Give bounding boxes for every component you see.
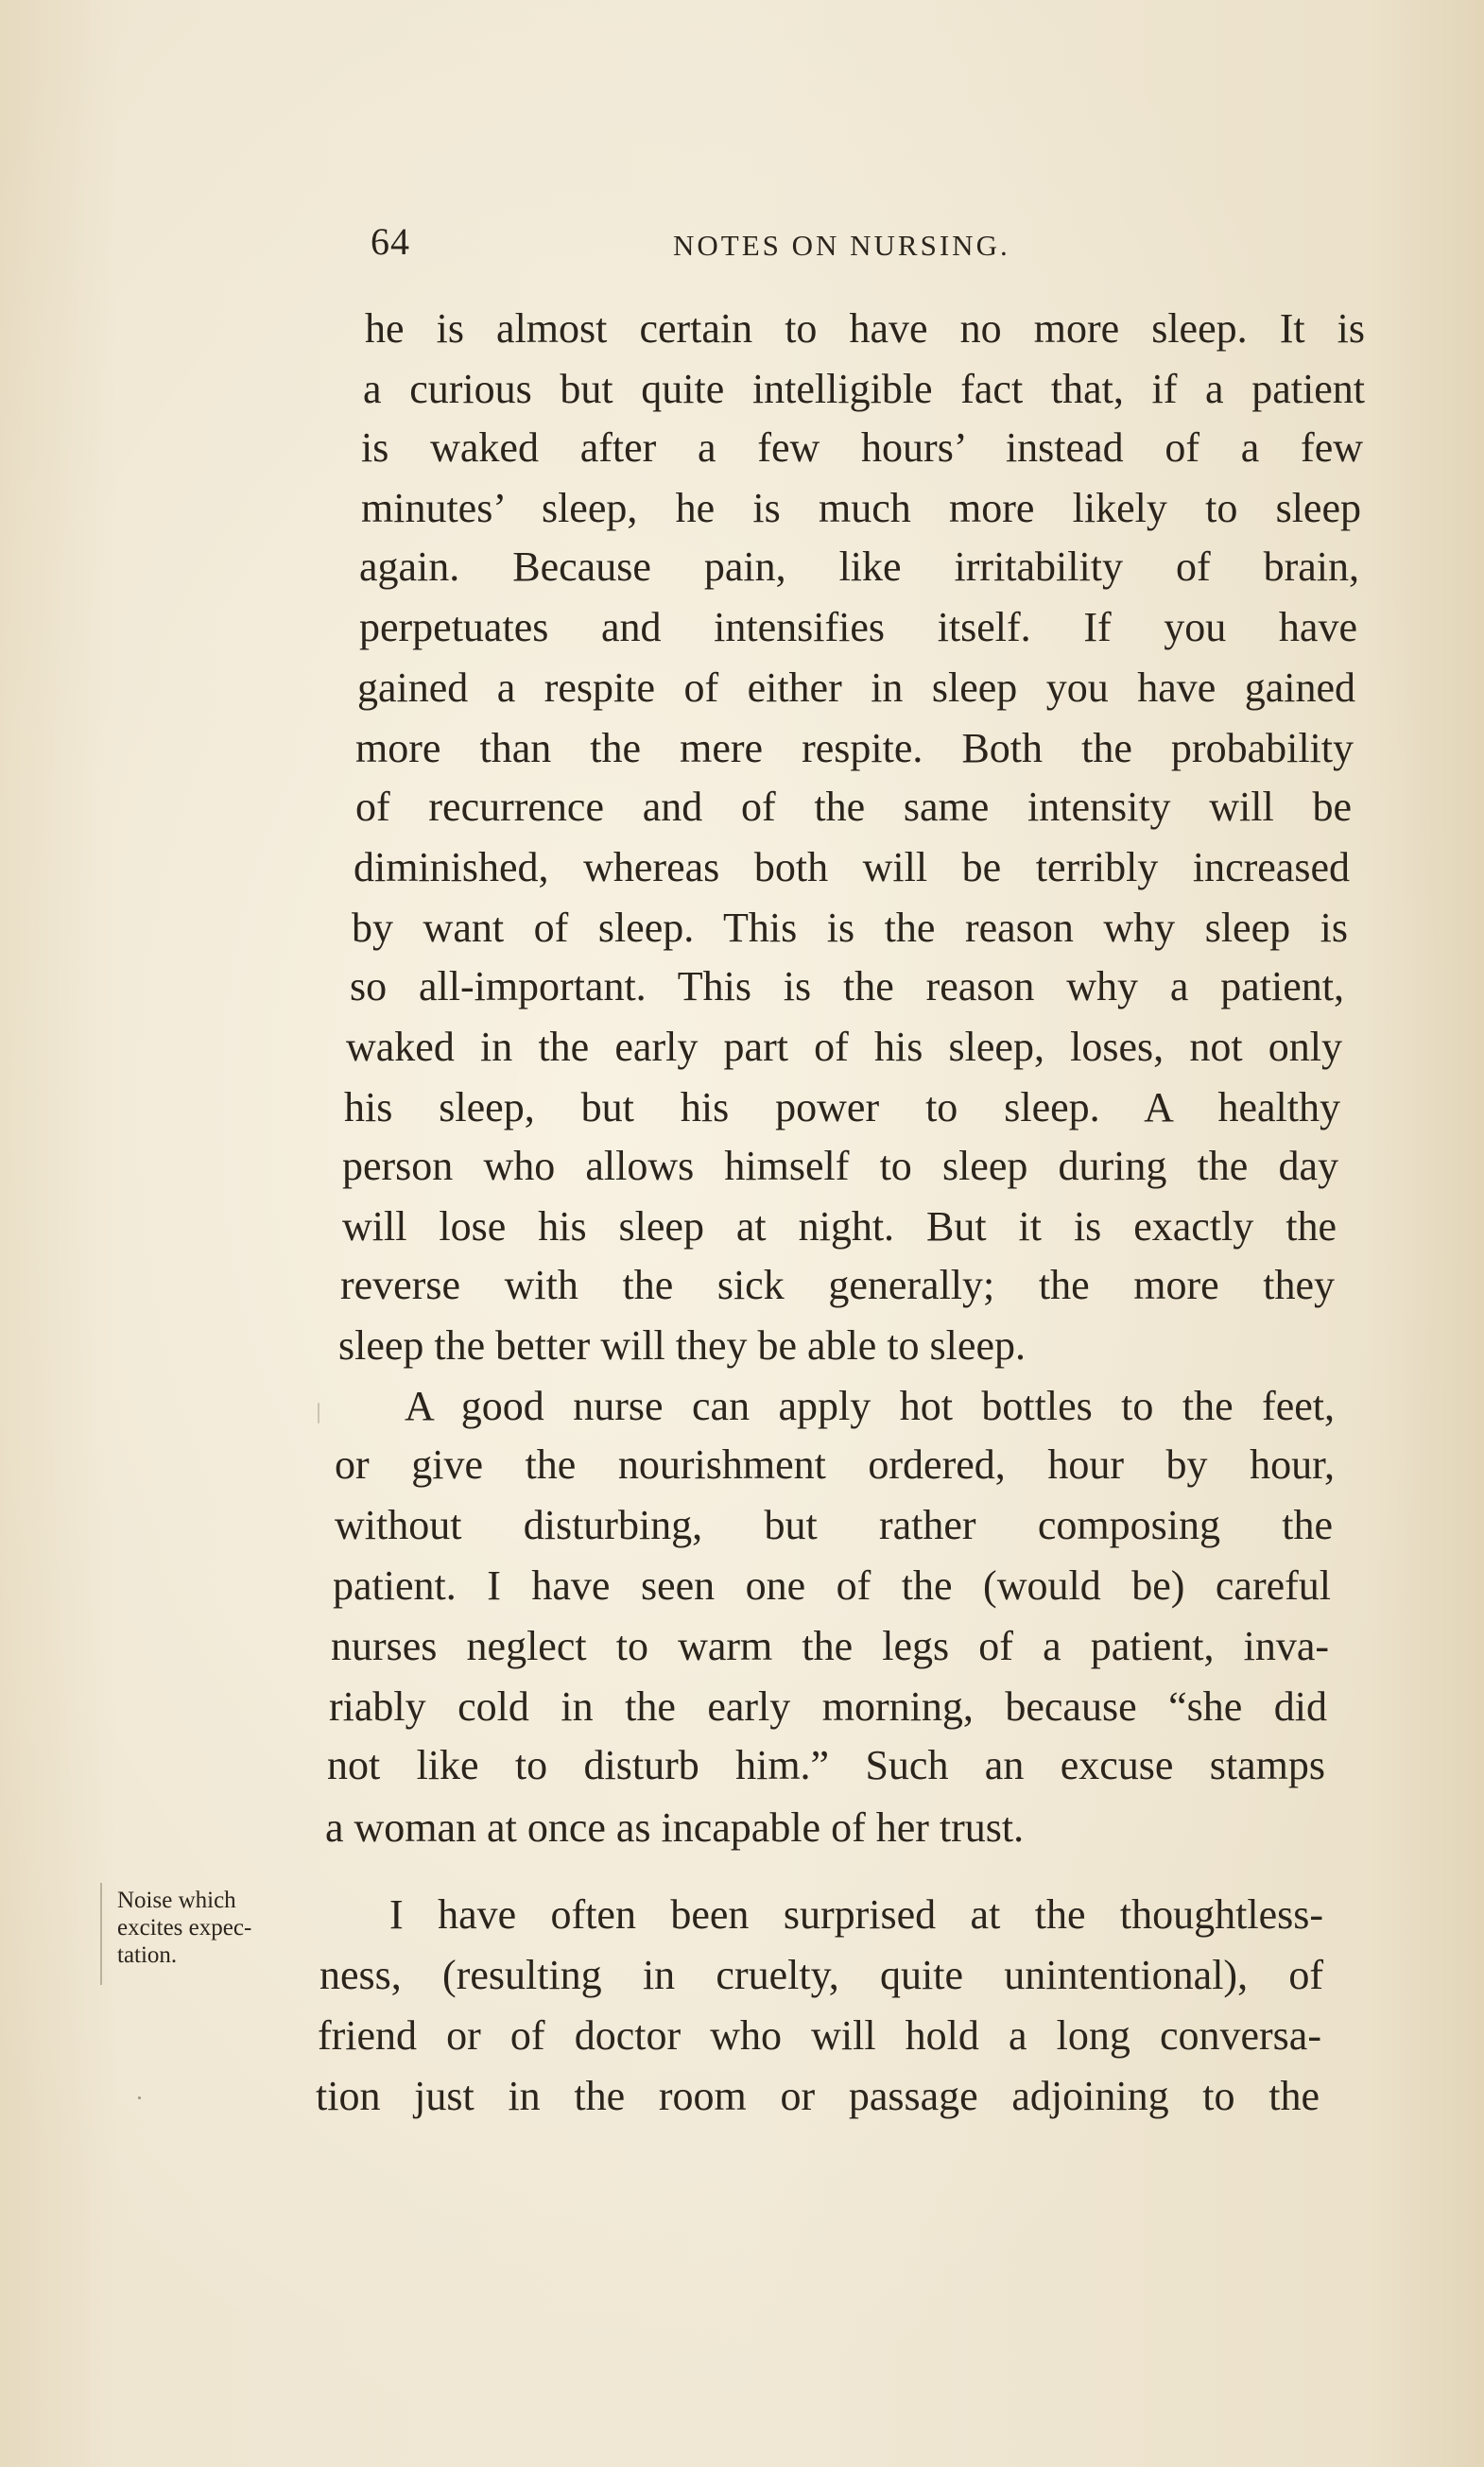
text-line: sleep the better will they be able to sleep. [338,1322,1026,1369]
margin-note-line: Noise which [117,1888,236,1913]
text-line: of recurrence and of the same intensity will be [355,784,1352,830]
text-line: he is almost certain to have no more sleep. It is [365,305,1365,352]
text-line: a curious but quite intelligible fact that, if a patient [363,366,1365,412]
text-line: person who allows himself to sleep during the day [342,1143,1338,1189]
text-line: tion just in the room or passage adjoining to the [316,2073,1320,2119]
text-line: more than the mere respite. Both the probability [355,725,1354,771]
text-line: a woman at once as incapable of her trust. [325,1804,1025,1851]
paper-mark [318,1403,319,1423]
text-line: nurses neglect to warm the legs of a patient, inva- [331,1623,1329,1669]
text-line: I have often been surprised at the thoughtless- [389,1891,1323,1938]
text-line: patient. I have seen one of the (would be) careful [333,1562,1331,1609]
text-line: A good nurse can apply hot bottles to the feet, [405,1383,1335,1429]
text-line: reverse with the sick generally; the more they [340,1262,1335,1308]
text-line: is waked after a few hours’ instead of a few [361,424,1363,471]
margin-rule [100,1883,102,1985]
running-head: NOTES ON NURSING. [673,229,1010,262]
text-line: diminished, whereas both will be terribly increased [354,844,1350,890]
text-line: or give the nourishment ordered, hour by hour, [335,1441,1335,1488]
margin-note-line: excites expec- [117,1915,252,1941]
text-line: waked in the early part of his sleep, loses, not only [346,1024,1342,1070]
text-line: by want of sleep. This is the reason why sleep is [352,905,1348,951]
text-line: not like to disturb him.” Such an excuse stamps [327,1742,1325,1788]
text-line: without disturbing, but rather composing the [335,1502,1333,1548]
text-line: perpetuates and intensifies itself. If you have [359,604,1357,650]
text-line: friend or of doctor who will hold a long conversa- [318,2012,1321,2059]
text-line: riably cold in the early morning, because “she did [329,1683,1327,1730]
page-header [371,219,1363,267]
text-line: ness, (resulting in cruelty, quite unintentional), of [319,1952,1323,1998]
paper-speck [138,2096,141,2099]
text-line: gained a respite of either in sleep you have gained [357,664,1355,711]
text-line: his sleep, but his power to sleep. A healthy [344,1084,1340,1130]
text-line: so all-important. This is the reason why a patient, [350,963,1344,1009]
margin-note-line: tation. [117,1942,178,1968]
page-number: 64 [371,220,410,263]
text-line: minutes’ sleep, he is much more likely to sleep [361,485,1361,531]
text-line: again. Because pain, like irritability of brain, [359,543,1359,590]
text-line: will lose his sleep at night. But it is exactly the [342,1203,1337,1250]
margin-note [117,1887,297,1969]
